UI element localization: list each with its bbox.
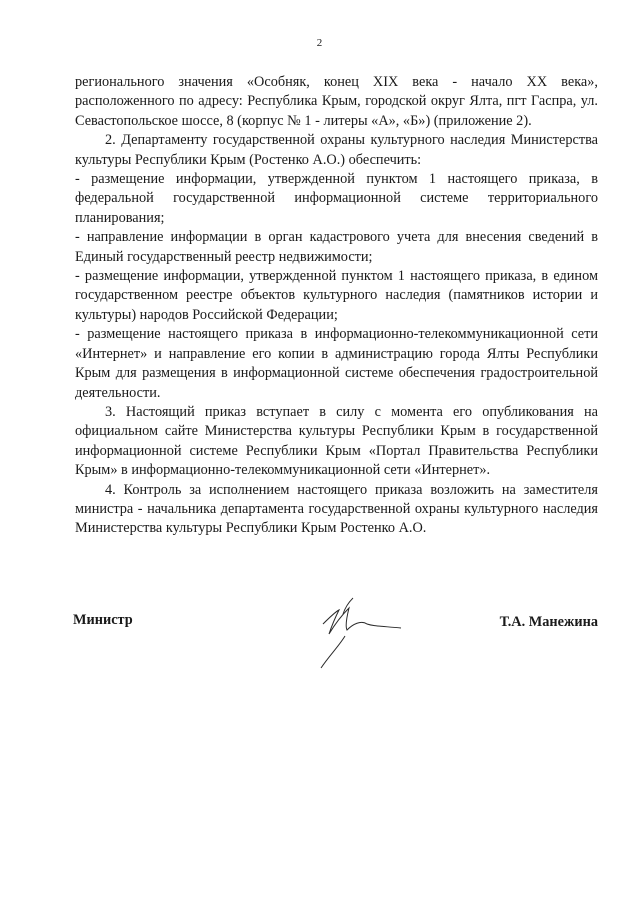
paragraph-2-department-duties: 2. Департаменту государственной охраны культурного наследия Министерства культуры Республики Крым (Ростенко А.О.) обеспечить: <box>75 132 598 168</box>
signatory-title: Министр <box>73 612 133 628</box>
list-item-heritage-registry: - размещение информации, утвержденной пунктом 1 настоящего приказа, в едином государственном реестре объектов культурного наследия (памятников истории и культуры) народов Российской Федерации; <box>75 268 598 323</box>
paragraph-object-address: регионального значения «Особняк, конец XIX века - начало XX века», расположенного по адресу: Республика Крым, городской округ Ялта, пгт Гаспра, ул. Севастопольское шоссе, 8 (корпус № 1 - литеры «А», «Б») (приложение 2). <box>75 74 598 129</box>
list-item-internet-publication: - размещение настоящего приказа в информационно-телекоммуникационной сети «Интернет» и направление его копии в администрацию города Ялты Республики Крым для размещения в информационной системе обеспечения градостроительной деятельности. <box>75 326 598 401</box>
document-body <box>75 73 598 539</box>
paragraph-4-control: 4. Контроль за исполнением настоящего приказа возложить на заместителя министра - начальника департамента государственной охраны культурного наследия Министерства культуры Республики Крым Ростенко А.О. <box>75 481 598 537</box>
paragraph-3-entry-into-force: 3. Настоящий приказ вступает в силу с момента его опубликования на официальном сайте Министерства культуры Республики Крым в государственной информационной системе Республики Крым «Портал Правительства Республики Крым» в информационно-телекоммуникационной сети «Интернет». <box>75 403 598 479</box>
signatory-name: Т.А. Манежина <box>499 614 598 630</box>
handwritten-signature <box>305 584 425 674</box>
signature-block <box>73 612 598 672</box>
list-item-cadastral-registry: - направление информации в орган кадастрового учета для внесения сведений в Единый государственный реестр недвижимости; <box>75 229 598 265</box>
list-item-territorial-planning: - размещение информации, утвержденной пунктом 1 настоящего приказа, в федеральной государственной информационной системе территориального планирования; <box>75 171 598 226</box>
page-number: 2 <box>316 37 323 49</box>
